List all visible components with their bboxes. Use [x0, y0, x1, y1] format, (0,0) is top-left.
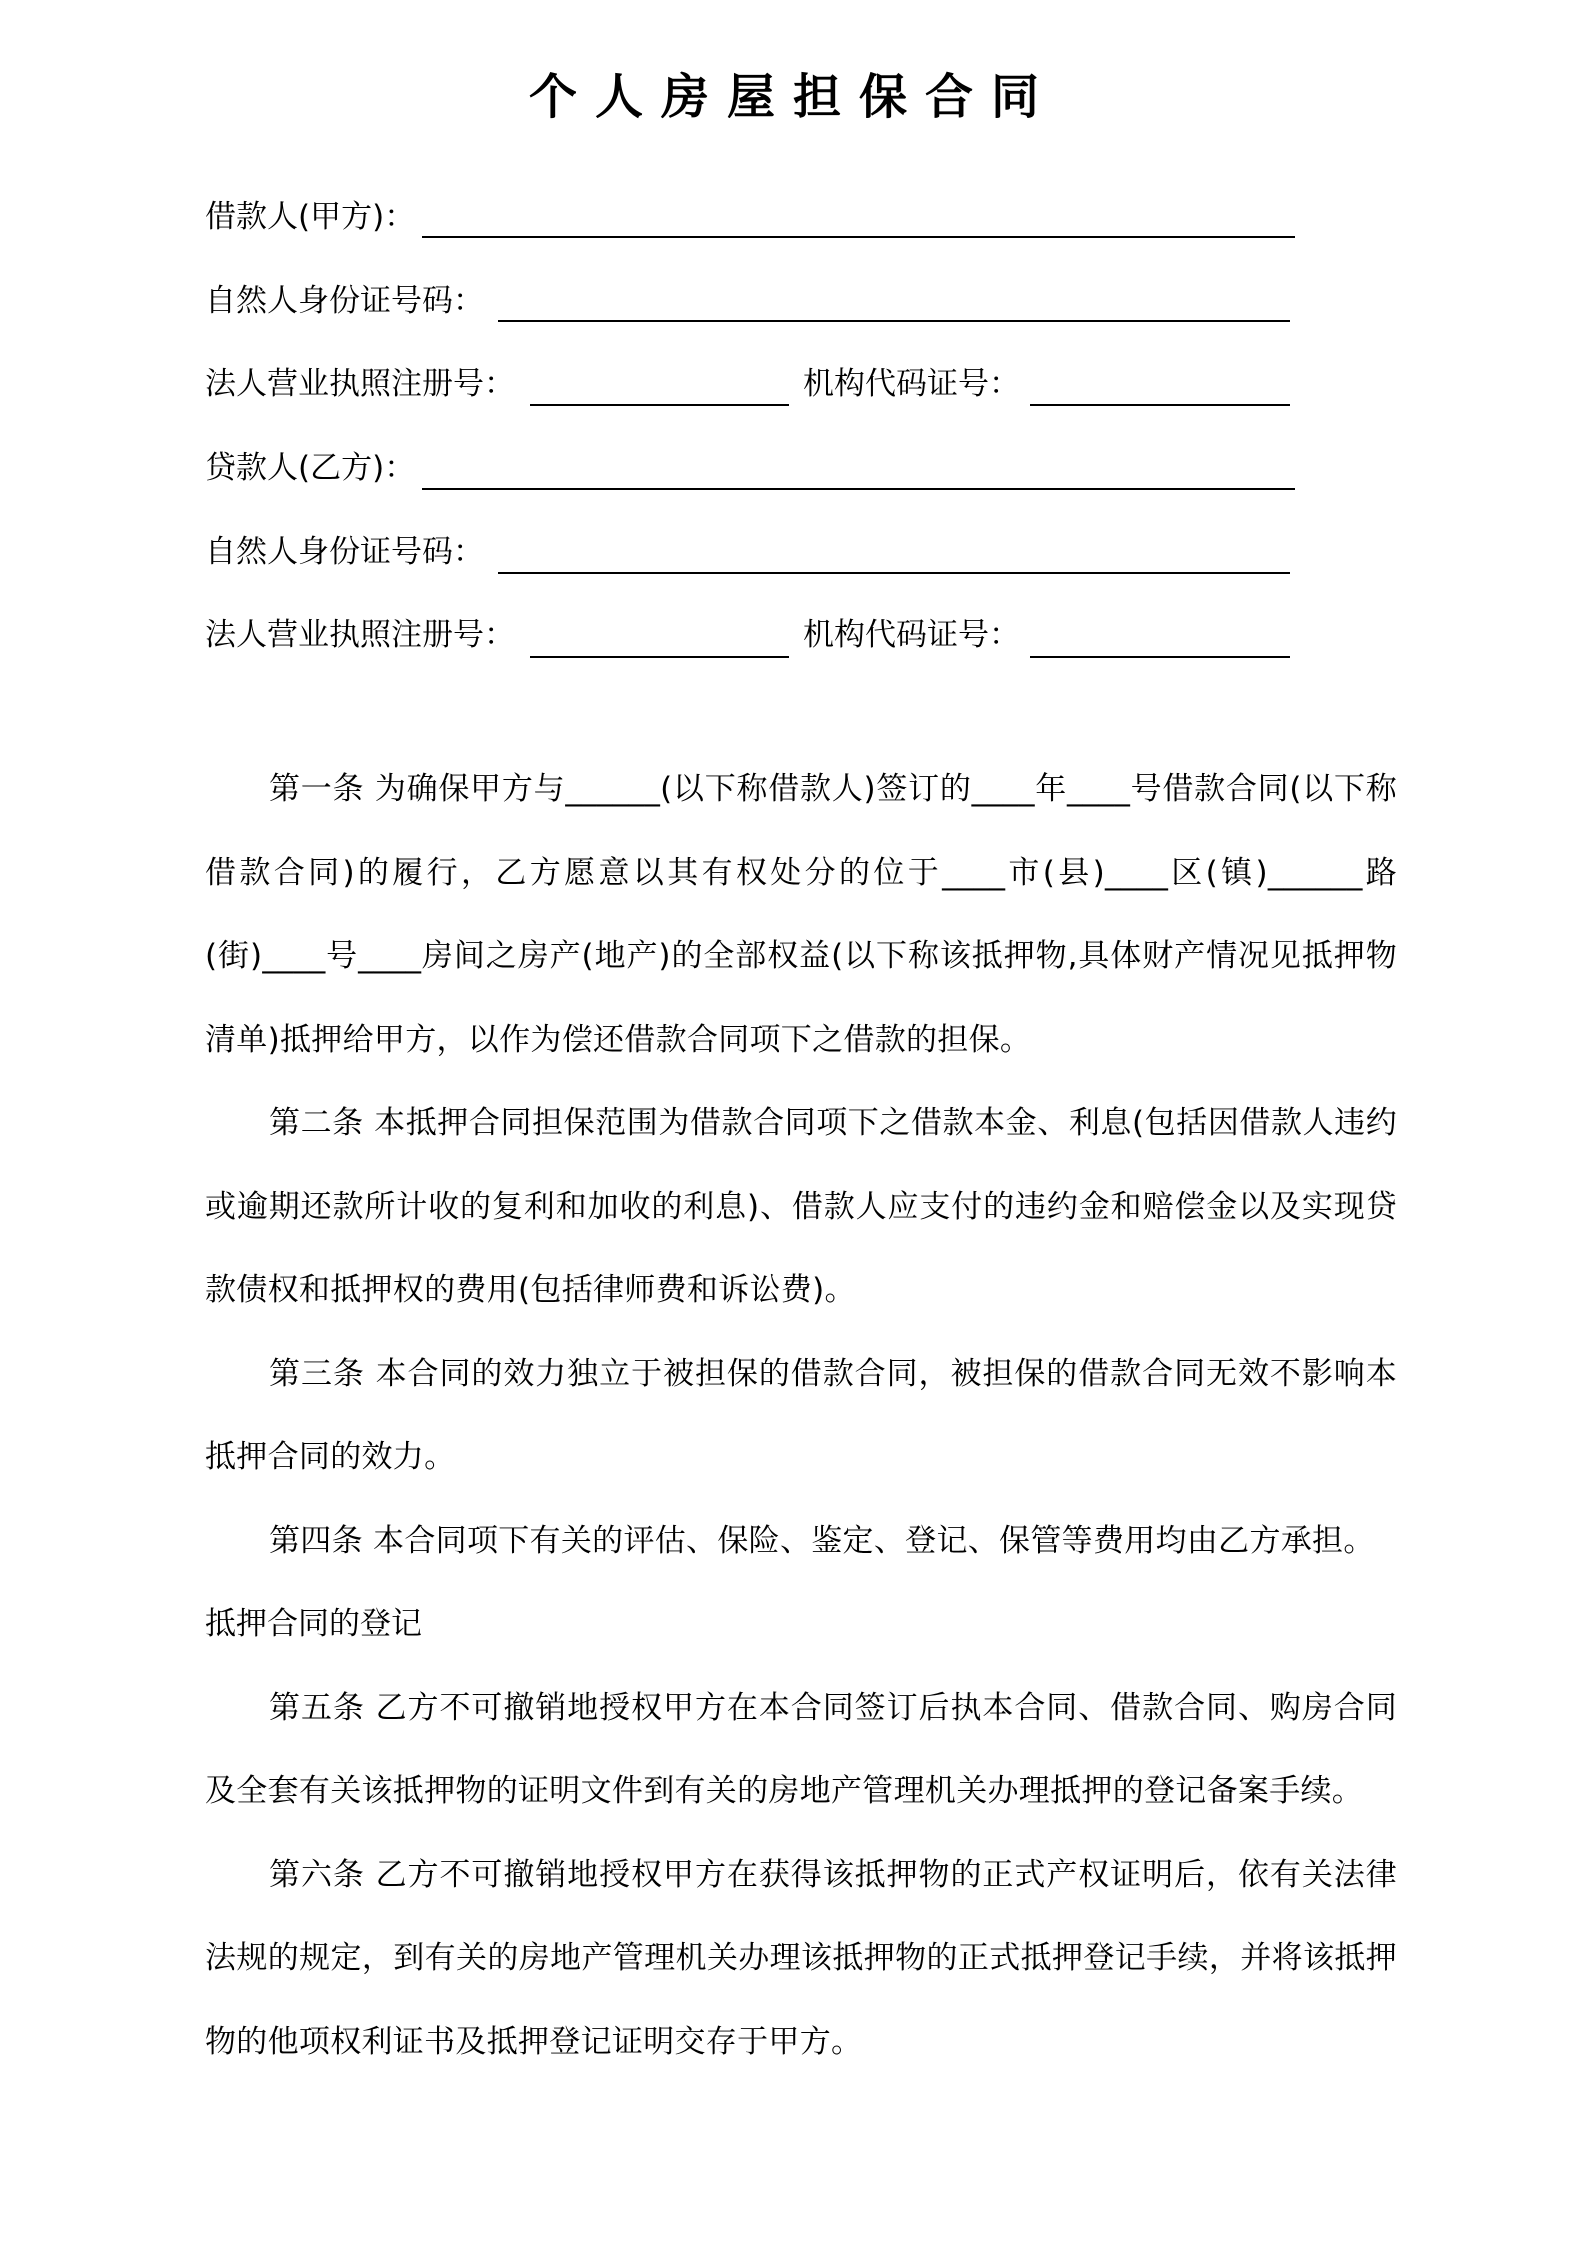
borrower-license-label: 法人营业执照注册号： — [205, 366, 515, 402]
lender-org-code-field — [803, 610, 1020, 660]
borrower-license-field — [205, 359, 515, 409]
borrower-org-code-label: 机构代码证号： — [803, 366, 1020, 402]
lender-id-label: 自然人身份证号码： — [205, 534, 484, 570]
borrower-id-label: 自然人身份证号码： — [205, 283, 484, 319]
lender-id-blank[interactable] — [498, 572, 1290, 574]
lender-org-code-label: 机构代码证号： — [803, 617, 1020, 653]
lender-license-label: 法人营业执照注册号： — [205, 617, 515, 653]
article-4: 第四条 本合同项下有关的评估、保险、鉴定、登记、保管等费用均由乙方承担。 — [269, 1522, 1375, 1559]
borrower-blank[interactable] — [422, 236, 1295, 238]
borrower-label: 借款人(甲方)： — [205, 199, 416, 235]
lender-label: 贷款人(乙方)： — [205, 450, 416, 486]
lender-field — [205, 443, 415, 493]
borrower-field — [205, 192, 415, 242]
borrower-org-code-blank[interactable] — [1030, 404, 1290, 406]
lender-org-code-blank[interactable] — [1030, 656, 1290, 658]
borrower-license-blank[interactable] — [530, 404, 789, 406]
borrower-id-blank[interactable] — [498, 320, 1290, 322]
lender-id-field — [205, 527, 484, 577]
lender-blank[interactable] — [422, 488, 1295, 490]
borrower-org-code-field — [803, 359, 1020, 409]
lender-license-field — [205, 610, 515, 660]
contract-body — [205, 748, 1397, 2084]
article-5: 第五条 乙方不可撤销地授权甲方在本合同签订后执本合同、借款合同、购房合同及全套有关该抵押物的证明文件到有关的房地产管理机关办理抵押的登记备案手续。 — [205, 1689, 1397, 1809]
section-heading: 抵押合同的登记 — [205, 1606, 422, 1642]
article-2: 第二条 本抵押合同担保范围为借款合同项下之借款本金、利息(包括因借款人违约或逾期还款所计收的复利和加收的利息)、借款人应支付的违约金和赔偿金以及实现贷款债权和抵押权的费用(包括律师费和诉讼费)。 — [205, 1105, 1397, 1308]
article-6: 第六条 乙方不可撤销地授权甲方在获得该抵押物的正式产权证明后，依有关法律法规的规定，到有关的房地产管理机关办理该抵押物的正式抵押登记手续，并将该抵押物的他项权利证书及抵押登记证明交存于甲方。 — [205, 1856, 1397, 2060]
article-3: 第三条 本合同的效力独立于被担保的借款合同，被担保的借款合同无效不影响本抵押合同的效力。 — [205, 1355, 1397, 1475]
borrower-id-field — [205, 276, 484, 326]
document-title: 个人房屋担保合同 — [528, 69, 1057, 125]
article-1: 第一条 为确保甲方与______(以下称借款人)签订的____年____号借款合同(以下称借款合同)的履行，乙方愿意以其有权处分的位于____市(县)____区(镇)______路(街)____号____房间之房产(地产)的全部权益(以下称该抵押物,具体财产情况见抵押物清单)抵押给甲方，以作为偿还借款合同项下之借款的担保。 — [205, 771, 1397, 1058]
lender-license-blank[interactable] — [530, 656, 789, 658]
